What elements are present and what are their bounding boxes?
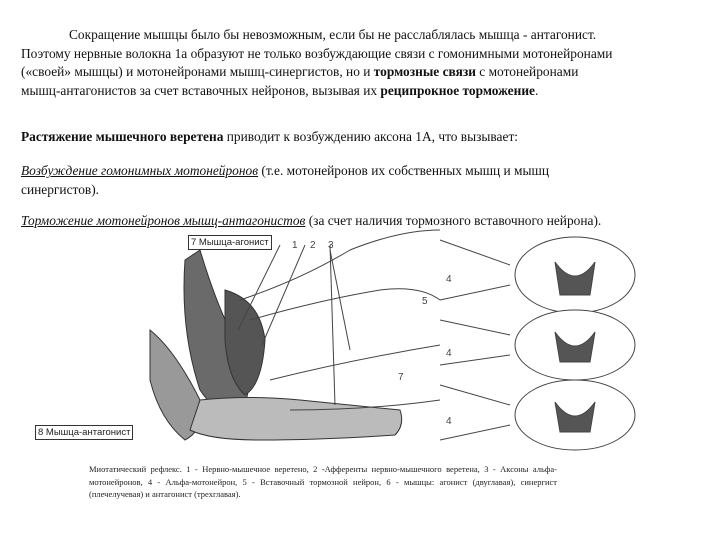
inhibition-text: (за счет наличия тормозного вставочного нейрона). — [305, 213, 602, 228]
stretch-text: приводит к возбуждению аксона 1А, что вызывает: — [223, 129, 519, 144]
inhibition-title: Торможение мотонейронов мышц-антагонистов — [21, 213, 306, 228]
agonist-label: 7 Мышца-агонист — [188, 235, 272, 250]
figure-number-4a: 4 — [446, 274, 452, 285]
stretch-term: Растяжение мышечного веретена — [21, 129, 224, 144]
excitation-text: (т.е. мотонейронов их собственных мышц и мышц синергистов). — [21, 163, 550, 197]
figure-number-7: 7 — [398, 372, 404, 383]
intro-text: Сокращение мышцы было бы невозможным, если бы не расслаблялась мышца - антагонист. Поэтому нервные волокна 1а образуют не только возбуждающие связи с гомонимными мотонейронами («своей» мышцы) и мотонейронами мышц-синергистов, но и — [21, 27, 613, 79]
arm-muscles-drawing — [150, 250, 402, 440]
antagonist-label: 8 Мышца-антагонист — [35, 425, 133, 440]
figure-number-3: 3 — [328, 240, 334, 251]
excitation-title: Возбуждение гомонимных мотонейронов — [21, 163, 259, 178]
inhibitory-links-term: тормозные связи — [373, 64, 476, 79]
figure-number-1: 1 — [292, 240, 298, 251]
nerve-fibers — [238, 230, 440, 410]
figure-number-5: 5 — [422, 296, 428, 307]
intro-text-3: . — [535, 82, 539, 98]
figure-number-2: 2 — [310, 240, 316, 251]
spinal-cord-sections — [440, 237, 635, 450]
figure-number-4c: 4 — [446, 416, 452, 427]
reciprocal-inhibition-term: реципрокное торможение — [380, 82, 535, 98]
figure-number-4b: 4 — [446, 348, 452, 359]
intro-text-2: с мотонейронами мышц-антагонистов за счет вставочных нейронов, вызывая их — [21, 64, 579, 98]
figure-caption: Миотатический рефлекс. 1 - Нервно-мышечное веретено, 2 -Афференты нервно-мышечного веретена, 3 - Аксоны альфа-мотонейронов, 4 - Альфа-мотонейрон, 5 - Вставочный тормозной нейрон, 6 - мышцы: агонист (двуглавая), синергист (плечелучевая) и антагонист (трехглавая). — [89, 464, 557, 499]
